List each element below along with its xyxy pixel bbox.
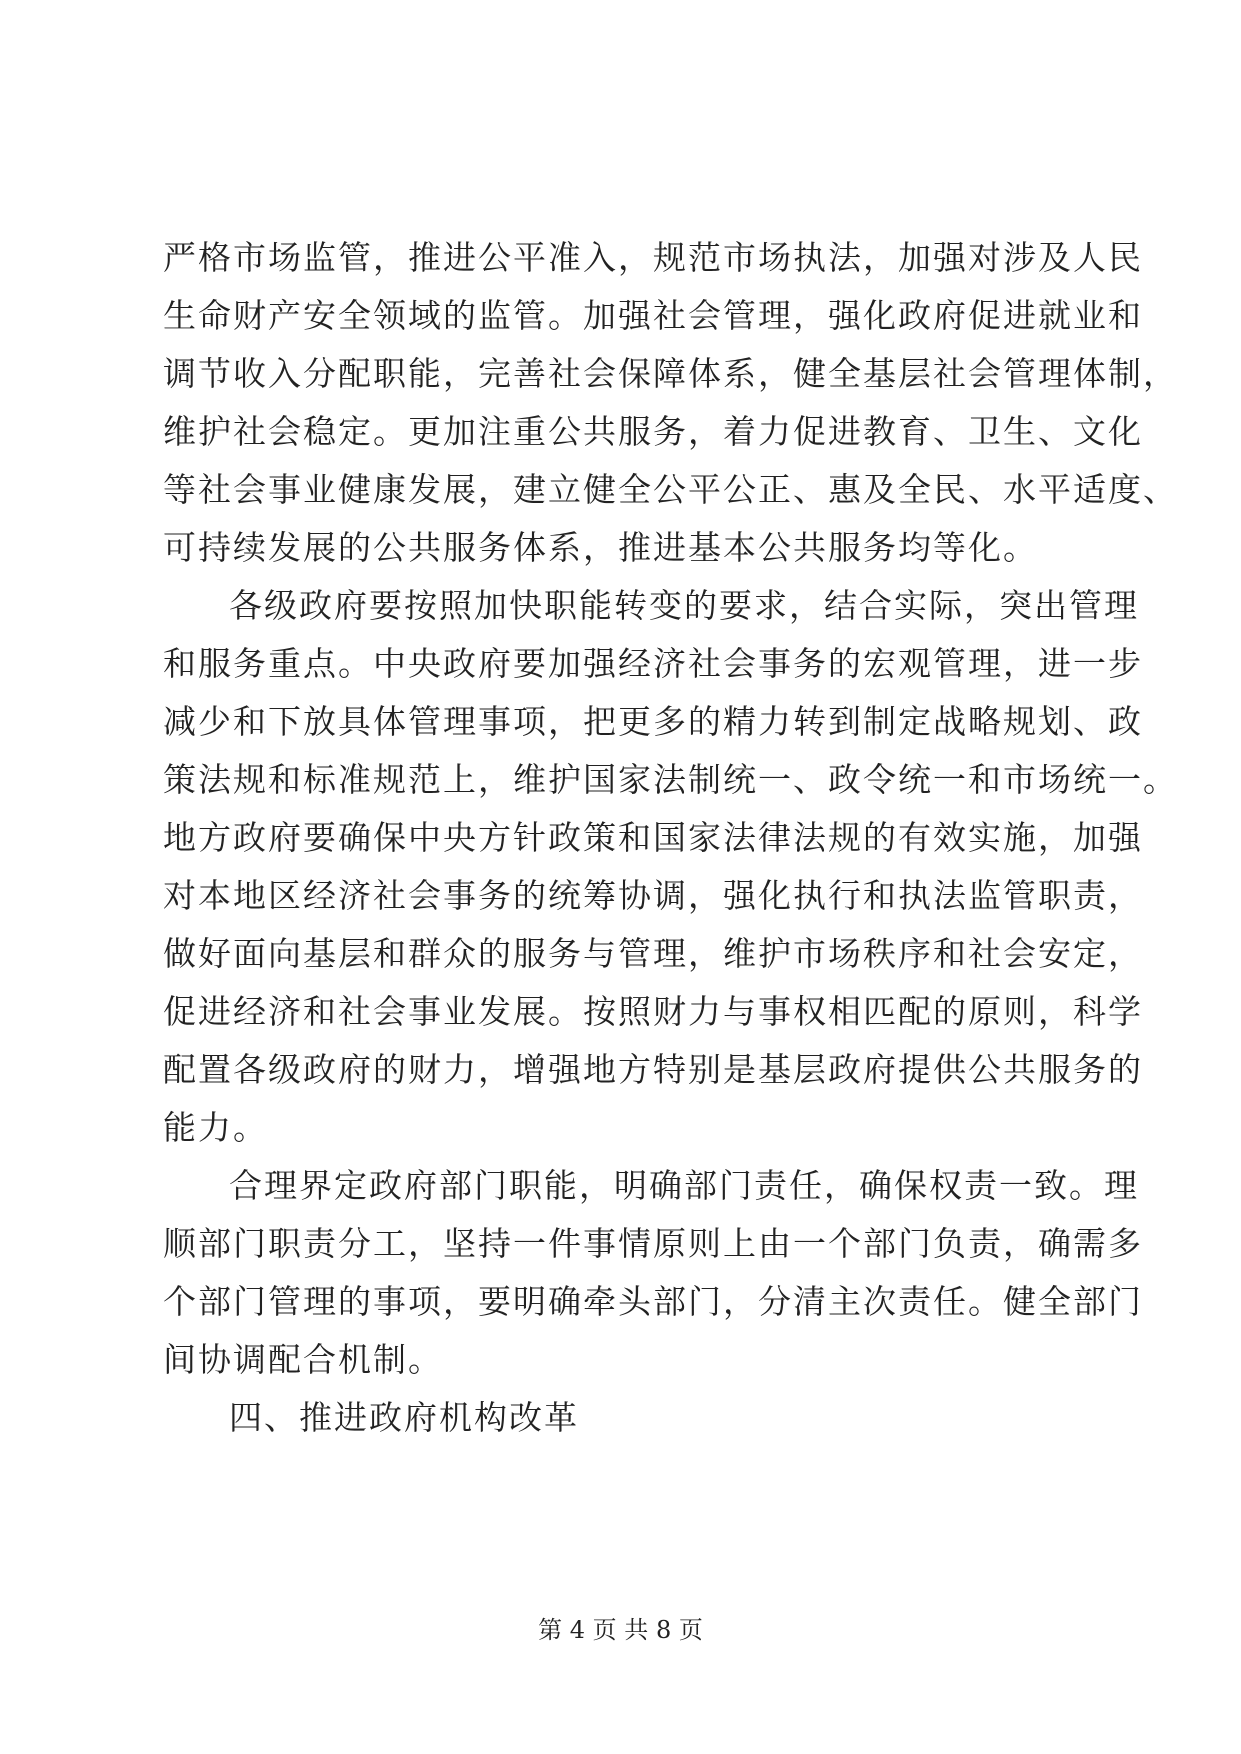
paragraph-first-line: 各级政府要按照加快职能转变的要求，结合实际，突出管理 bbox=[229, 586, 1139, 625]
page-number: 第 4 页 共 8 页 bbox=[538, 1616, 703, 1644]
paragraph-first-line: 合理界定政府部门职能，明确部门责任，确保权责一致。理 bbox=[229, 1166, 1139, 1205]
text-line: 配置各级政府的财力，增强地方特别是基层政府提供公共服务的 bbox=[163, 1050, 1143, 1089]
text-line: 等社会事业健康发展，建立健全公平公正、惠及全民、水平适度、 bbox=[163, 470, 1178, 509]
text-line: 对本地区经济社会事务的统筹协调，强化执行和执法监管职责， bbox=[163, 876, 1143, 915]
text-line: 顺部门职责分工，坚持一件事情原则上由一个部门负责，确需多 bbox=[163, 1224, 1143, 1263]
text-line: 和服务重点。中央政府要加强经济社会事务的宏观管理，进一步 bbox=[163, 644, 1143, 683]
section-heading: 四、推进政府机构改革 bbox=[229, 1398, 579, 1437]
text-line: 间协调配合机制。 bbox=[163, 1340, 443, 1379]
text-line: 生命财产安全领域的监管。加强社会管理，强化政府促进就业和 bbox=[163, 296, 1143, 335]
text-line: 可持续发展的公共服务体系，推进基本公共服务均等化。 bbox=[163, 528, 1038, 567]
text-line: 调节收入分配职能，完善社会保障体系，健全基层社会管理体制， bbox=[163, 354, 1178, 393]
text-line: 地方政府要确保中央方针政策和国家法律法规的有效实施，加强 bbox=[163, 818, 1143, 857]
text-line: 个部门管理的事项，要明确牵头部门，分清主次责任。健全部门 bbox=[163, 1282, 1143, 1321]
text-line: 做好面向基层和群众的服务与管理，维护市场秩序和社会安定， bbox=[163, 934, 1143, 973]
text-line: 促进经济和社会事业发展。按照财力与事权相匹配的原则，科学 bbox=[163, 992, 1143, 1031]
text-line: 严格市场监管，推进公平准入，规范市场执法，加强对涉及人民 bbox=[163, 238, 1143, 277]
text-line: 减少和下放具体管理事项，把更多的精力转到制定战略规划、政 bbox=[163, 702, 1143, 741]
text-line: 策法规和标准规范上，维护国家法制统一、政令统一和市场统一。 bbox=[163, 760, 1178, 799]
text-line: 维护社会稳定。更加注重公共服务，着力促进教育、卫生、文化 bbox=[163, 412, 1143, 451]
text-line: 能力。 bbox=[163, 1108, 268, 1147]
